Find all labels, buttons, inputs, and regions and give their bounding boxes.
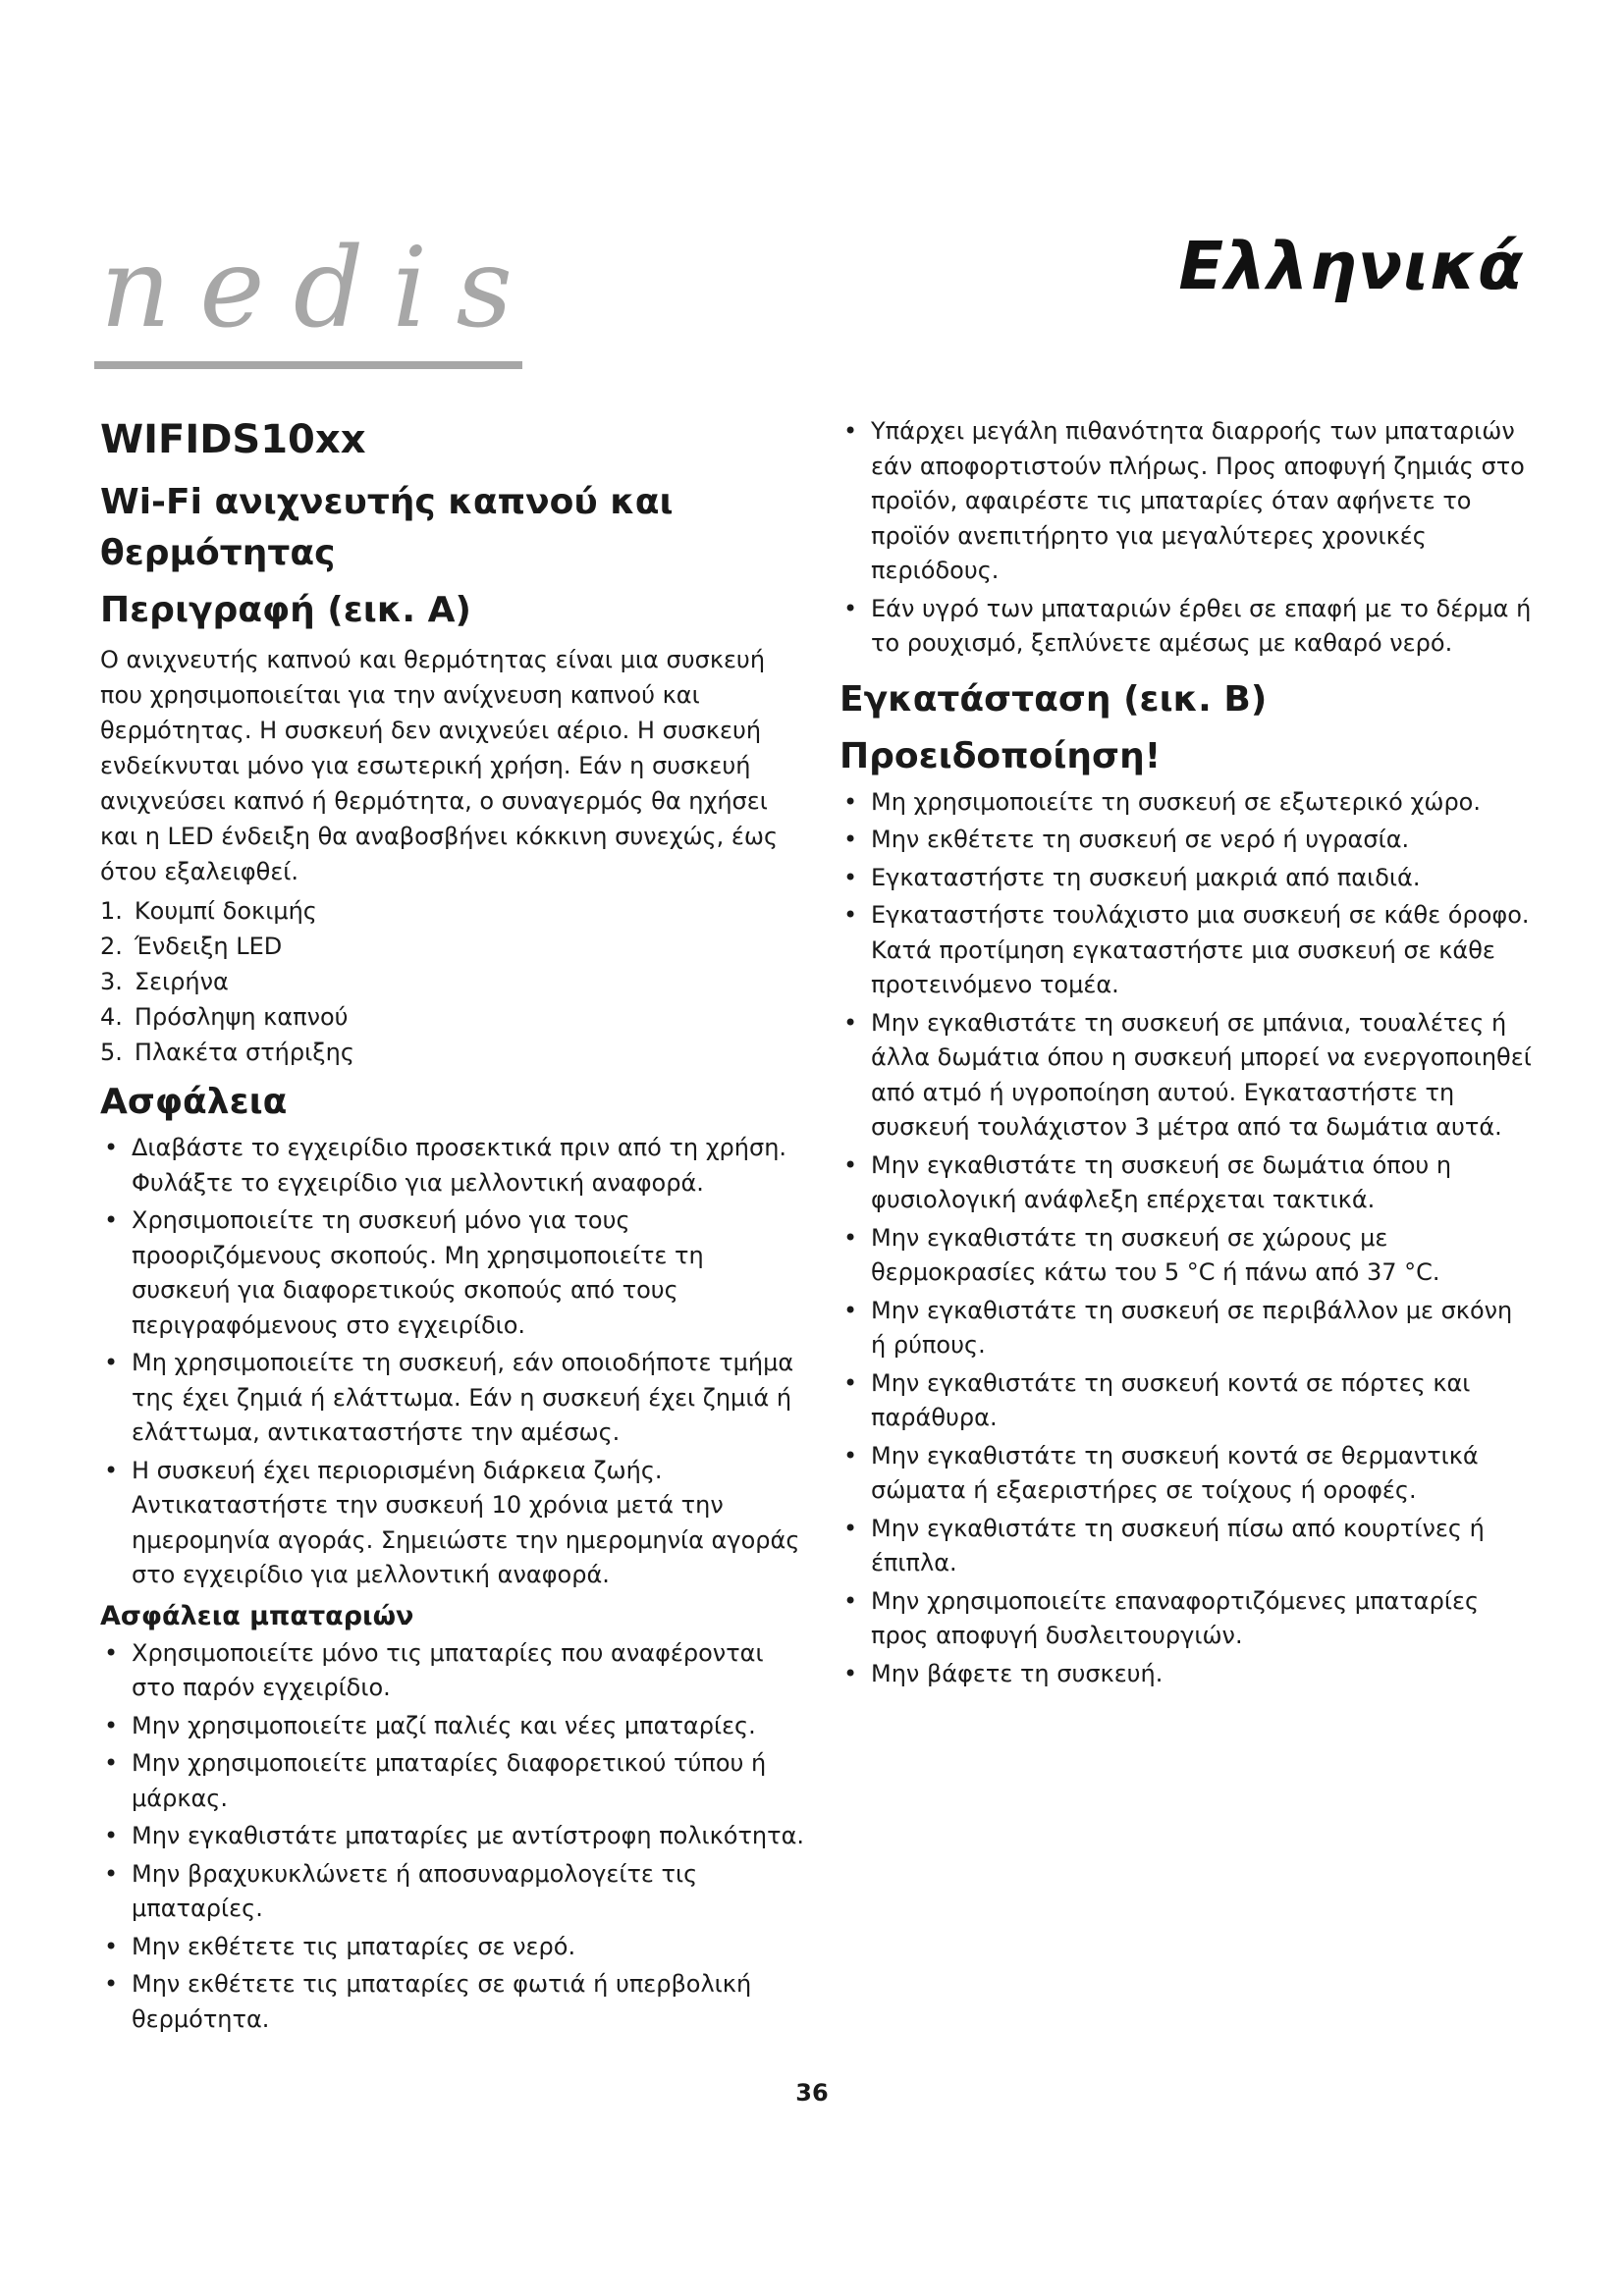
safety-heading: Ασφάλεια: [100, 1082, 288, 1122]
list-item: • Εγκαταστήστε τουλάχιστο μια συσκευή σε κάθε όροφο. Κατά προτίμηση εγκαταστήστε μια συσκευή σε κάθε προτεινόμενο τομέα.: [839, 898, 1532, 1003]
list-item: • Μην χρησιμοποιείτε μαζί παλιές και νέες μπαταρίες.: [100, 1709, 807, 1744]
list-item: • Υπάρχει μεγάλη πιθανότητα διαρροής των μπαταριών εάν αποφορτιστούν πλήρως. Προς αποφυγή ζημιάς στο προϊόν, αφαιρέστε τις μπαταρίες όταν αφήνετε το προϊόν ανεπιτήρητο για μεγαλύτερες χρονικές περιόδους.: [839, 414, 1532, 589]
language-title: Ελληνικά: [1178, 228, 1524, 304]
warning-heading: Προειδοποίηση!: [839, 735, 1162, 776]
list-item: • Μην εγκαθιστάτε τη συσκευή πίσω από κουρτίνες ή έπιπλα.: [839, 1512, 1532, 1581]
description-text: Ο ανιχνευτής καπνού και θερμότητας είναι μια συσκευή που χρησιμοποιείται για την ανίχνευση καπνού και θερμότητας. Η συσκευή δεν ανιχνεύει αέριο. Η συσκευή ενδείκνυται μόνο για εσωτερική χρήση. Εάν η συσκευή ανιχνεύσει καπνό ή θερμότητα, ο συναγερμός θα ηχήσει και η LED ένδειξη θα αναβοσβήνει κόκκινη συνεχώς, έως ότου εξαλειφθεί.: [100, 646, 779, 885]
installation-heading: Εγκατάσταση (εικ. B): [839, 678, 1268, 720]
logo-underline: [94, 361, 522, 369]
list-item: • Μην εγκαθιστάτε τη συσκευή σε περιβάλλον με σκόνη ή ρύπους.: [839, 1294, 1532, 1363]
list-item: • Μην εκθέτετε τις μπαταρίες σε νερό.: [100, 1930, 807, 1965]
warning-list: [839, 785, 1532, 1692]
list-item: 1. Κουμπί δοκιμής: [100, 897, 317, 925]
product-title: Wi-Fi ανιχνευτής καπνού και θερμότητας: [100, 482, 674, 573]
list-item: • Η συσκευή έχει περιορισμένη διάρκεια ζωής. Αντικαταστήστε την συσκευή 10 χρόνια μετά την ημερομηνία αγοράς. Σημειώστε την ημερομηνία αγοράς στο εγχειρίδιο για μελλοντική αναφορά.: [100, 1454, 807, 1593]
list-item: • Εγκαταστήστε τη συσκευή μακριά από παιδιά.: [839, 861, 1532, 896]
list-item: • Μην εγκαθιστάτε τη συσκευή σε μπάνια, τουαλέτες ή άλλα δωμάτια όπου η συσκευή μπορεί να ενεργοποιηθεί από ατμό ή υγροποίηση αυτού. Εγκαταστήστε τη συσκευή τουλάχιστον 3 μέτρα από τα δωμάτια αυτά.: [839, 1006, 1532, 1146]
nedis-logo-icon: [94, 216, 522, 373]
list-item: 3. Σειρήνα: [100, 968, 229, 995]
description-heading: Περιγραφή (εικ. A): [100, 590, 471, 630]
model-number: WIFIDS10xx: [100, 417, 366, 462]
list-item: • Διαβάστε το εγχειρίδιο προσεκτικά πριν από τη χρήση. Φυλάξτε το εγχειρίδιο για μελλοντική αναφορά.: [100, 1131, 807, 1201]
list-item: • Μην εγκαθιστάτε τη συσκευή σε χώρους με θερμοκρασίες κάτω του 5 °C ή πάνω από 37 °C.: [839, 1221, 1532, 1291]
left-column: [100, 414, 807, 2041]
list-item: • Μην βραχυκυκλώνετε ή αποσυναρμολογείτε τις μπαταρίες.: [100, 1857, 807, 1927]
battery-safety-heading: Ασφάλεια μπαταριών: [100, 1600, 414, 1631]
list-item: • Μην εκθέτετε τις μπαταρίες σε φωτιά ή υπερβολική θερμότητα.: [100, 1967, 807, 2037]
list-item: • Χρησιμοποιείτε τη συσκευή μόνο για τους προοριζόμενους σκοπούς. Μη χρησιμοποιείτε τη συσκευή για διαφορετικούς σκοπούς από τους περιγραφόμενους στο εγχειρίδιο.: [100, 1203, 807, 1343]
list-item: • Μη χρησιμοποιείτε τη συσκευή, εάν οποιοδήποτε τμήμα της έχει ζημιά ή ελάττωμα. Εάν η συσκευή έχει ζημιά ή ελάττωμα, αντικαταστήστε την αμέσως.: [100, 1346, 807, 1451]
list-item: • Μη χρησιμοποιείτε τη συσκευή σε εξωτερικό χώρο.: [839, 785, 1532, 821]
list-item: 5. Πλακέτα στήριξης: [100, 1039, 354, 1066]
list-item: • Μην εκθέτετε τη συσκευή σε νερό ή υγρασία.: [839, 823, 1532, 858]
list-item: 4. Πρόσληψη καπνού: [100, 1003, 349, 1031]
list-item: • Χρησιμοποιείτε μόνο τις μπαταρίες που αναφέρονται στο παρόν εγχειρίδιο.: [100, 1636, 807, 1706]
list-item: • Μην εγκαθιστάτε τη συσκευή κοντά σε πόρτες και παράθυρα.: [839, 1366, 1532, 1436]
logo-wordmark: nedis: [100, 225, 513, 352]
list-item: • Μην χρησιμοποιείτε επαναφορτιζόμενες μπαταρίες προς αποφυγή δυσλειτουργιών.: [839, 1584, 1532, 1654]
list-item: • Μην εγκαθιστάτε μπαταρίες με αντίστροφη πολικότητα.: [100, 1819, 807, 1854]
safety-list: [100, 1131, 807, 1593]
battery-safety-list: [100, 1636, 807, 2038]
list-item: • Εάν υγρό των μπαταριών έρθει σε επαφή με το δέρμα ή το ρουχισμό, ξεπλύνετε αμέσως με καθαρό νερό.: [839, 592, 1532, 662]
brand-logo: [94, 216, 522, 373]
parts-list: [100, 893, 807, 1070]
list-item: • Μην χρησιμοποιείτε μπαταρίες διαφορετικού τύπου ή μάρκας.: [100, 1746, 807, 1816]
battery-safety-list-continued: [839, 414, 1532, 662]
list-item: • Μην εγκαθιστάτε τη συσκευή κοντά σε θερμαντικά σώματα ή εξαεριστήρες σε τοίχους ή οροφές.: [839, 1439, 1532, 1509]
page-number: 36: [795, 2079, 829, 2107]
list-item: • Μην εγκαθιστάτε τη συσκευή σε δωμάτια όπου η φυσιολογική ανάφλεξη επέρχεται τακτικά.: [839, 1148, 1532, 1218]
list-item: 2. Ένδειξη LED: [100, 933, 283, 960]
list-item: • Μην βάφετε τη συσκευή.: [839, 1657, 1532, 1692]
right-column: [839, 414, 1532, 1695]
